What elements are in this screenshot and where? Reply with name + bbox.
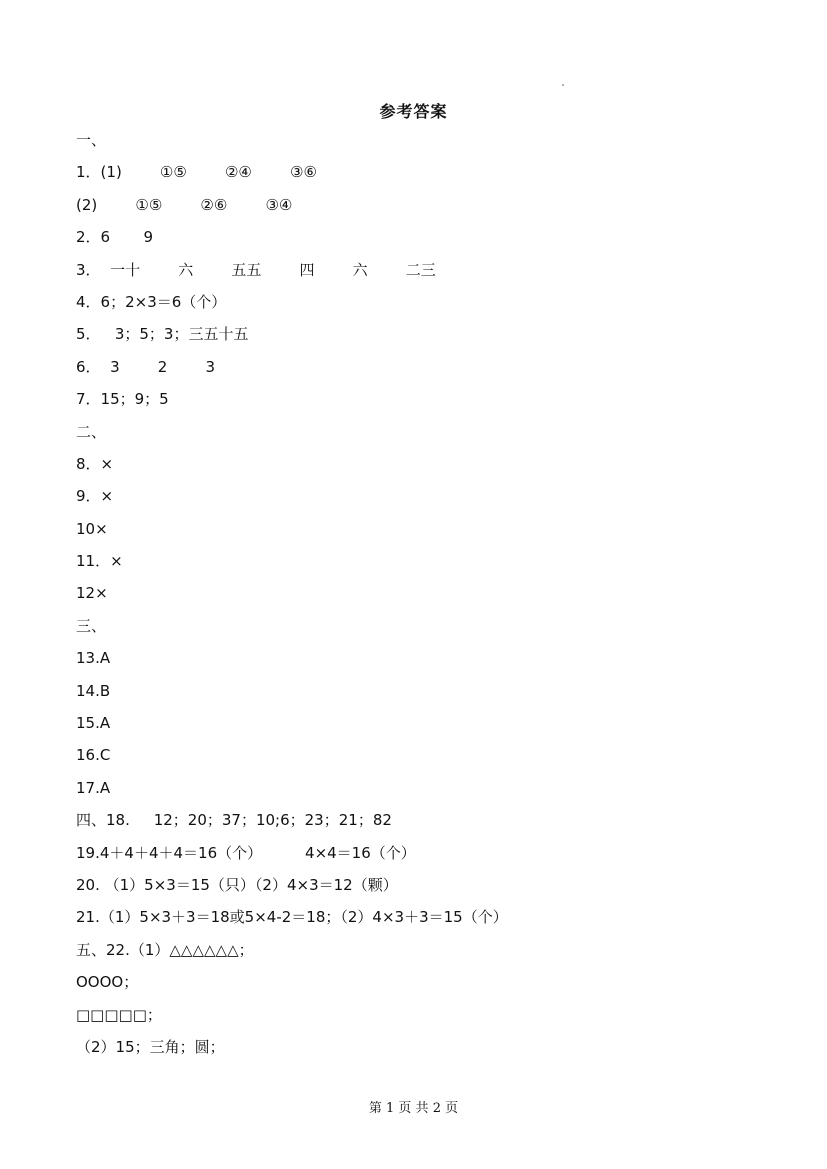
answer-line: 8．× [76, 454, 114, 473]
answer-line: 3． 一十 六 五五 四 六 二三 [76, 260, 436, 279]
answer-line: 19.4＋4＋4＋4＝16（个） 4×4＝16（个） [76, 843, 416, 862]
answer-line: 16.C [76, 746, 111, 765]
answer-line: 7．15；9；5 [76, 390, 169, 409]
answer-line: 12× [76, 584, 108, 603]
page-title: 参考答案 [379, 102, 448, 121]
answer-line: 5． 3；5；3；三五十五 [76, 325, 249, 344]
answer-line: 一、 [76, 131, 107, 149]
answer-line: （2）15；三角；圆； [76, 1037, 225, 1056]
answer-line: 17.A [76, 778, 111, 797]
answer-line: 14.B [76, 681, 111, 700]
answer-line: 20. （1）5×3＝15（只）（2）4×3＝12（颗） [76, 875, 398, 894]
answer-line: 6． 3 2 3 [76, 357, 215, 376]
answer-line: □□□□□； [76, 1005, 162, 1024]
answer-line: 10× [76, 519, 108, 538]
answer-line: 15.A [76, 714, 111, 733]
page-speck [562, 84, 564, 86]
answer-line: (2) ①⑤ ②⑥ ③④ [76, 195, 293, 214]
answer-line: 五、22.（1）△△△△△△； [76, 940, 254, 959]
answer-line: 11．× [76, 552, 123, 571]
answer-line: 9．× [76, 487, 114, 506]
answer-line: 1．(1) ①⑤ ②④ ③⑥ [76, 163, 317, 182]
answer-line: 21.（1）5×3＋3＝18或5×4-2＝18；（2）4×3＋3＝15（个） [76, 908, 508, 927]
answer-line: 13.A [76, 649, 111, 668]
page-footer: 第 1 页 共 2 页 [368, 1101, 459, 1116]
answer-line: 2．6 9 [76, 228, 154, 247]
answer-list [76, 129, 776, 1068]
answer-line: 三、 [76, 616, 107, 635]
answer-line: 二、 [76, 422, 107, 441]
answer-line: 四、18. 12；20；37；10;6；23；21；82 [76, 811, 392, 830]
answer-line: 4．6；2×3＝6（个） [76, 292, 227, 311]
answer-line: OOOO； [76, 973, 139, 992]
